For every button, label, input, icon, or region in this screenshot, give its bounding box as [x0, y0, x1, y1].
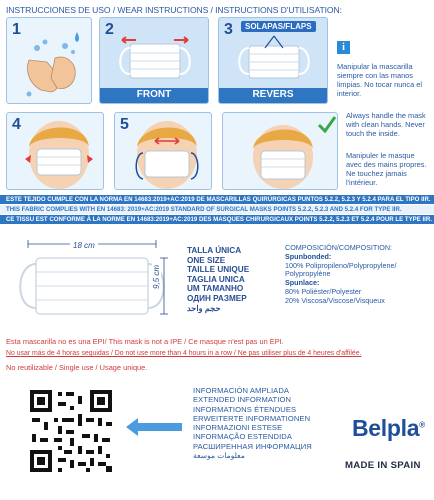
info-pt: INFORMAÇÃO ESTENDIDA [193, 432, 293, 442]
info-ar: معلومات موسعة [193, 451, 245, 461]
made-in-label: MADE IN SPAIN [345, 460, 421, 471]
step-1-panel [6, 17, 92, 104]
warning-not-ppe: Esta mascarilla no es una EPI/ This mask is not a IPE / Ce masque n'est pas un EPI. [6, 337, 284, 346]
size-list [187, 246, 277, 313]
step-5-panel [114, 112, 212, 190]
norm-en: THIS FABRIC COMPLIES WITH EN 14683: 2019+AC:2019 STANDARD OF SURGICAL MASKS POINTS 5.2.2, 5.2.3 AND 5.2.4 FOR TYPE IIR. [0, 205, 434, 214]
step-3-label: REVERS [252, 89, 294, 100]
spunlace-label: Spunlace: [285, 278, 320, 288]
side-info-en: Always handle the mask with clean hands. Never touch the inside. [346, 111, 426, 138]
width-label: 18 cm [70, 241, 98, 250]
size-pt: UM TAMANHO [187, 284, 244, 294]
registered-mark: ® [419, 420, 425, 430]
size-ar: حجم واحد [187, 303, 221, 313]
info-fr: INFORMATIONS ÉTENDUES [193, 404, 297, 414]
flaps-tag: SOLAPAS/FLAPS [241, 21, 316, 32]
norm-es: ESTE TEJIDO CUMPLE CON LA NORMA EN 14683:2019+AC:2019 DE MASCARILLAS QUIRÚRGICAS PUNTOS 5.2.2, 5.2.3 Y 5.2.4 PARA EL TIPO IIR. [0, 195, 434, 204]
spunlace-value-1: 80% Poliéster/Polyester [285, 286, 362, 296]
qr-code-icon [28, 388, 114, 474]
warning-single-use: No reutilizable / Single use / Usage unique. [6, 363, 148, 372]
info-en: EXTENDED INFORMATION [193, 395, 292, 405]
size-es: TALLA ÚNICA [187, 246, 242, 255]
checkmark-icon [317, 115, 337, 133]
step-1-number: 1 [12, 21, 21, 38]
info-it: INFORMAZIONI ESTESE [193, 423, 283, 433]
step-2-number: 2 [105, 21, 114, 38]
step-3-number: 3 [224, 21, 233, 38]
brand-logo [352, 415, 425, 442]
height-label: 9,5 cm [152, 264, 161, 289]
info-de: ERWEITERTE INFORMATIONEN [193, 413, 311, 423]
step-3-panel [218, 17, 328, 104]
mask-adjust-illustration [115, 113, 212, 190]
step-6-panel [222, 112, 338, 190]
mask-on-face-illustration [7, 113, 104, 190]
brand-name: Belpla [352, 415, 420, 441]
instructions-header: INSTRUCCIONES DE USO / WEAR INSTRUCTIONS / INSTRUCTIONS D'UTILISATION: [6, 5, 342, 15]
step-4-number: 4 [12, 116, 21, 133]
spunbonded-label: Spunbonded: [285, 251, 332, 261]
step-4-panel [6, 112, 104, 190]
info-es: INFORMACIÓN AMPLIADA [193, 386, 290, 395]
spunbonded-value: 100% Polipropileno/Polypropylene/ Polypropylène [285, 260, 397, 279]
arrow-left-icon [124, 416, 184, 438]
extended-info-list [193, 386, 341, 460]
composition-header: COMPOSICIÓN/COMPOSITION: [285, 243, 393, 252]
info-ru: РАСШИРЕННАЯ ИНФОРМАЦИЯ [193, 441, 312, 451]
composition-block [285, 244, 431, 306]
spunlace-value-2: 20% Viscosa/Viscose/Visqueux [285, 295, 385, 305]
step-2-panel [99, 17, 209, 104]
step-2-label: FRONT [136, 89, 172, 100]
size-en: ONE SIZE [187, 255, 226, 265]
step-5-number: 5 [120, 116, 129, 133]
info-icon: i [337, 41, 350, 54]
norm-fr: CE TISSU EST CONFORME À LA NORME EN 14683:2019+AC:2019 DES MASQUES CHIRURGICAUX POINTS 5.2.2, 5.2.3 ET 5.2.4 POUR LE TYPE IIR. [0, 215, 434, 224]
side-info-es: Manipular la mascarilla siempre con las manos limpias. No tocar nunca el interior. [337, 62, 423, 98]
size-ru: ОДИН РАЗМЕР [187, 293, 247, 303]
size-fr: TAILLE UNIQUE [187, 265, 250, 275]
side-info-fr: Manipuler le masque avec des mains propres. Ne touchez jamais l'intérieur. [346, 151, 427, 187]
warning-max-hours: No usar más de 4 horas seguidas / Do not use more than 4 hours in a row / Ne pas utiliser plus de 4 heures d'affilée. [6, 350, 362, 357]
size-it: TAGLIA UNICA [187, 274, 245, 284]
